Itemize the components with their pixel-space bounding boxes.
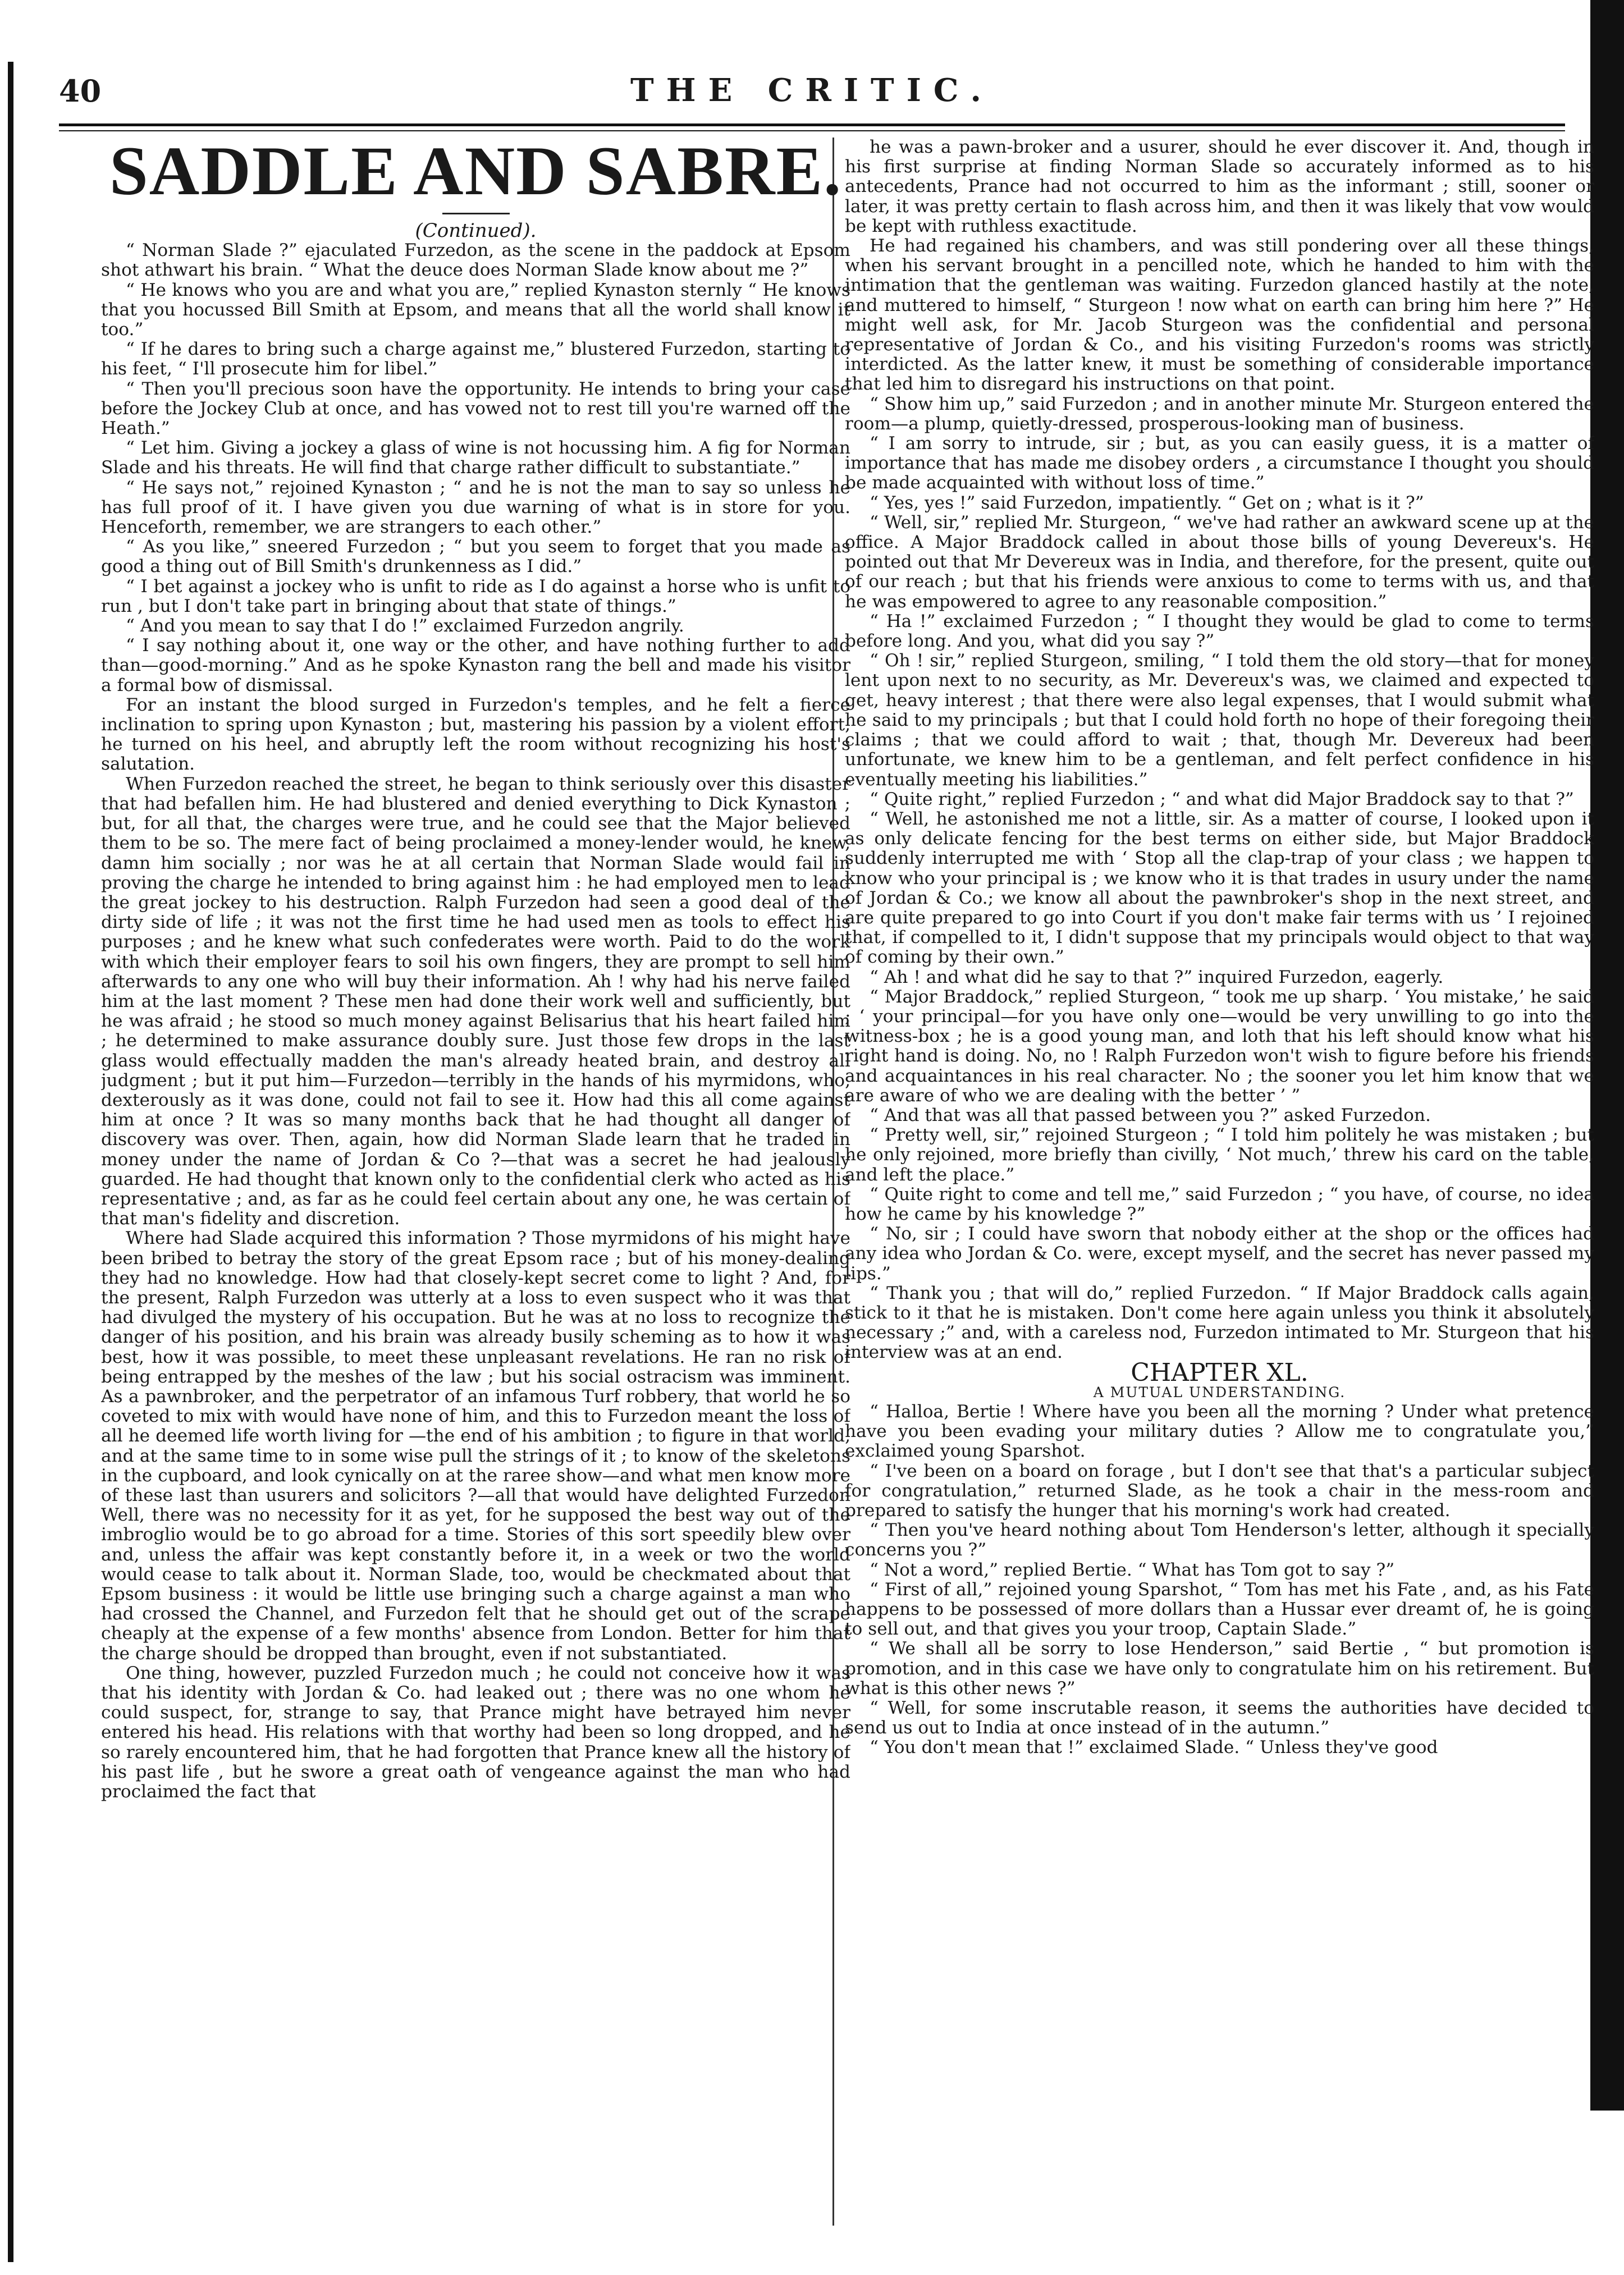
paragraph: When Furzedon reached the street, he began to think seriously over this disaster that had befallen him. He had blustered and denied everything to Dick Kynaston ; but, for all that, the charges were true, and he could see that the Major believed them to be so. The mere fact of being proclaimed a money-lender would, he knew, damn him socially ; nor was he at all certain that Norman Slade would fail in proving the charge he intended to bring against him : he had employed men to lead the great jockey to his destruction. Ralph Furzedon had seen a good deal of the dirty side of life ; it was not the first time he had used men as tools to effect his purposes ; and he knew what such confederates were worth. Paid to do the work with which their employer fears to soil his own fingers, they are prompt to sell him afterwards to any one who will buy their information. Ah ! why had his nerve failed him at the last moment ? These men had done their work well and sufficiently, but he was afraid ; he stood so much money against Belisarius that his heart failed him ; he determined to make assurance doubly sure. Just those few drops in the last glass would effectually madden the man's already heated brain, and destroy all judgment ; but it put him—Furzedon—terribly in the hands of his myrmidons, who, dexterously as it was done, could not fail to see it. How had this all come against him at once ? It was so many months back that he had thought all danger of discovery was over. Then, again, how did Norman Slade learn that he traded in money under the name of Jordan & Co ?—that was a secret he had jealously guarded. He had thought that known only to the confidential clerk who acted as his representative ; and, as far as he could feel certain about any one, he was certain of that man's fidelity and discretion. [101, 773, 850, 1229]
paragraph: “ I am sorry to intrude, sir ; but, as you can easily guess, it is a matter of importance that has made me disobey orders , a circumstance I thought you should be made acquainted with without loss of time.” [845, 433, 1594, 493]
paragraph: “ Thank you ; that will do,” replied Furzedon. “ If Major Braddock calls again, stick to it that he is mistaken. Don't come here again unless you think it absolutely necessary ;” and, with a careless nod, Furzedon intimated to Mr. Sturgeon that his interview was at an end. [845, 1283, 1594, 1363]
continued-note: (Continued). [415, 219, 537, 242]
paragraph: “ Well, he astonished me not a little, sir. As a matter of course, I looked upon it as only delicate fencing for the best terms on either side, but Major Braddock suddenly interrupted me with ‘ Stop all the clap-trap of your class ; we happen to know who your principal is ; we know who it is that trades in usury under the name of Jordan & Co.; we know all about the pawnbroker's shop in the next street, and are quite prepared to go into Court if you don't make fair terms with us ’ I rejoined that, if compelled to it, I didn't suppose that my principals would object to that way of coming by their own.” [845, 808, 1594, 968]
paragraph: “ Show him up,” said Furzedon ; and in another minute Mr. Sturgeon entered the room—a plump, quietly-dressed, prosperous-looking man of business. [845, 393, 1594, 434]
paragraph: He had regained his chambers, and was still pondering over all these things, when his servant brought in a pencilled note, which he handed to him with the intimation that the gentleman was waiting. Furzedon glanced hastily at the note, and muttered to himself, “ Sturgeon ! now what on earth can bring him here ?” He might well ask, for Mr. Jacob Sturgeon was the confidential and personal representative of Jordan & Co., and his visiting Furzedon's rooms was strictly interdicted. As the latter knew, it must be something of considerable importance that led him to disregard his instructions on that point. [845, 236, 1594, 395]
paragraph: Where had Slade acquired this information ? Those myrmidons of his might have been bribed to betray the story of the great Epsom race ; but of his money-dealing they had no knowledge. How had that closely-kept secret come to light ? And, for the present, Ralph Furzedon was utterly at a loss to even suspect who it was that had divulged the mystery of his occupation. But he was at no loss to recognize the danger of his position, and his brain was already busily scheming as to how it was best, how it was possible, to meet these unpleasant revelations. He ran no risk of being entrapped by the meshes of the law ; but his social ostracism was imminent. As a pawnbroker, and the perpetrator of an infamous Turf robbery, that world he so coveted to mix with would have none of him, and this to Furzedon meant the loss of all he deemed life worth living for —the end of his ambition ; to figure in that world, and at the same time to in some wise pull the strings of it ; to know of the skeletons in the cupboard, and look cynically on at the raree show—and what men know more of these last than usurers and solicitors ?—all that would have delighted Furzedon Well, there was no necessity for it as yet, for he supposed the best way out of the imbroglio would be to go abroad for a time. Stories of this sort speedily blew over and, unless the affair was kept constantly before it, in a week or two the world would cease to talk about it. Norman Slade, too, would be checkmated about that Epsom business : it would be little use bringing such a charge against a man who had crossed the Channel, and Furzedon felt that he should get out of the scrape cheaply at the expense of a few months' absence from London. Better for him that the charge should be dropped than brought, even if not substantiated. [101, 1228, 850, 1664]
page-number: 40 [59, 73, 102, 109]
left-column [101, 138, 850, 2226]
right-column [845, 138, 1594, 2226]
paragraph: “ Ha !” exclaimed Furzedon ; “ I thought they would be glad to come to terms before long. And you, what did you say ?” [845, 611, 1594, 652]
paragraph: “ As you like,” sneered Furzedon ; “ but you seem to forget that you made as good a thing out of Bill Smith's drunkenness as I did.” [101, 537, 850, 577]
paragraph: “ Ah ! and what did he say to that ?” inquired Furzedon, eagerly. [870, 967, 1444, 987]
paragraph: “ Yes, yes !” said Furzedon, impatiently. “ Get on ; what is it ?” [870, 492, 1424, 513]
chapter-heading: CHAPTER XL. [1131, 1358, 1309, 1387]
paragraph: “ Then you've heard nothing about Tom Henderson's letter, although it specially concerns you ?” [845, 1520, 1594, 1560]
paragraph: One thing, however, puzzled Furzedon much ; he could not conceive how it was that his identity with Jordan & Co. had leaked out ; there was no one whom he could suspect, for, strange to say, that Prance might have betrayed him never entered his head. His relations with that worthy had been so long dropped, and he so rarely encountered him, that he had forgotten that Prance knew all the history of his past life , but he swore a great oath of vengeance against the man who had proclaimed the fact that [101, 1663, 850, 1802]
paragraph: “ He knows who you are and what you are,” replied Kynaston sternly “ He knows that you hocussed Bill Smith at Epsom, and means that all the world shall know it too.” [101, 280, 850, 340]
header-rule-thin [59, 130, 1565, 131]
paragraph: For an instant the blood surged in Furzedon's temples, and he felt a fierce inclination to spring upon Kynaston ; but, mastering his passion by a violent effort, he turned on his heel, and abruptly left the room without recognizing his host's salutation. [101, 694, 850, 775]
paragraph: “ I've been on a board on forage , but I don't see that that's a particular subject for congratulation,” returned Slade, as he took a chair in the mess-room and prepared to satisfy the hunger that his morning's work had created. [845, 1461, 1594, 1521]
article-title: SADDLE AND SABRE. [109, 138, 843, 209]
binding-edge [8, 62, 13, 2262]
running-title: THE CRITIC. [630, 72, 994, 109]
paragraph: he was a pawn-broker and a usurer, should he ever discover it. And, though in his first surprise at finding Norman Slade so accurately informed as to his antecedents, Prance had not occurred to him as the informant ; still, sooner or later, it was pretty certain to flash across him, and then it was likely that vow would be kept with ruthless exactitude. [845, 138, 1594, 236]
paragraph: “ Norman Slade ?” ejaculated Furzedon, as the scene in the paddock at Epsom shot athwart his brain. “ What the deuce does Norman Slade know about me ?” [101, 240, 850, 281]
paragraph: “ I bet against a jockey who is unfit to ride as I do against a horse who is unfit to run , but I don't take part in bringing about that state of things.” [101, 576, 850, 616]
paragraph: “ Then you'll precious soon have the opportunity. He intends to bring your case before the Jockey Club at once, and has vowed not to rest till you're warned off the Heath.” [101, 378, 850, 439]
left-paragraphs [101, 241, 850, 1802]
paragraph: “ I say nothing about it, one way or the other, and have nothing further to add than—good-morning.” And as he spoke Kynaston rang the bell and made his visitor a formal bow of dismissal. [101, 635, 850, 695]
paragraph: “ Quite right to come and tell me,” said Furzedon ; “ you have, of course, no idea how he came by his knowledge ?” [845, 1184, 1594, 1224]
paragraph: “ Well, for some inscrutable reason, it seems the authorities have decided to send us out to India at once instead of in the autumn.” [845, 1698, 1594, 1738]
paragraph: “ Let him. Giving a jockey a glass of wine is not hocussing him. A fig for Norman Slade and his threats. He will find that charge rather difficult to substantiate.” [101, 438, 850, 478]
scan-edge-shadow [1590, 0, 1624, 2111]
right-paragraphs-upper [845, 138, 1594, 1363]
paragraph: “ He says not,” rejoined Kynaston ; “ and he is not the man to say so unless he has full proof of it. I have given you due warning of what is in store for you. Henceforth, remember, we are strangers to each other.” [101, 477, 850, 538]
title-rule [442, 213, 510, 214]
paragraph: “ Pretty well, sir,” rejoined Sturgeon ; “ I told him politely he was mistaken ; but he only rejoined, more briefly than civilly, ‘ Not much,’ threw his card on the table, and left the place.” [845, 1125, 1594, 1185]
chapter-subtitle: A MUTUAL UNDERSTANDING. [1093, 1384, 1346, 1400]
paragraph: “ Halloa, Bertie ! Where have you been all the morning ? Under what pretence have you been evading your military duties ? Allow me to congratulate you,” exclaimed young Sparshot. [845, 1402, 1594, 1462]
paragraph: “ Quite right,” replied Furzedon ; “ and what did Major Braddock say to that ?” [870, 789, 1574, 809]
paragraph: “ You don't mean that !” exclaimed Slade. “ Unless they've good [870, 1737, 1438, 1758]
paragraph: “ And that was all that passed between you ?” asked Furzedon. [870, 1105, 1431, 1125]
paragraph: “ First of all,” rejoined young Sparshot, “ Tom has met his Fate , and, as his Fate happens to be possessed of more dollars than a Hussar ever dreamt of, he is going to sell out, and that gives you your troop, Captain Slade.” [845, 1579, 1594, 1640]
paragraph: “ Well, sir,” replied Mr. Sturgeon, “ we've had rather an awkward scene up at the office. A Major Braddock called in about those bills of young Devereux's. He pointed out that Mr Devereux was in India, and therefore, for the present, quite out of our reach ; but that his friends were anxious to come to terms with us, and that he was empowered to agree to any reasonable composition.” [845, 512, 1594, 612]
paragraph: “ Major Braddock,” replied Sturgeon, “ took me up sharp. ‘ You mistake,’ he said ; ‘ your principal—for you have only one—would be very unwilling to go into the witness-box ; he is a good young man, and loth that his left should know what his right hand is doing. No, no ! Ralph Furzedon won't wish to figure before his friends and acquaintances in his real character. No ; the sooner you let him know that we are aware of who we are dealing with the better ’ ” [845, 986, 1594, 1106]
paragraph: “ Oh ! sir,” replied Sturgeon, smiling, “ I told them the old story—that for money lent upon next to no security, as Mr. Devereux's was, we claimed and expected to get, heavy interest ; that there were also legal expenses, that I would submit what he said to my principals ; but that I could hold forth no hope of their foregoing their claims ; that we could afford to wait ; that, though Mr. Devereux had been unfortunate, we knew him to be a gentleman, and felt perfect confidence in his eventually meeting his liabilities.” [845, 651, 1594, 790]
paragraph: “ And you mean to say that I do !” exclaimed Furzedon angrily. [126, 616, 684, 637]
paragraph: “ We shall all be sorry to lose Henderson,” said Bertie , “ but promotion is promotion, and in this case we have only to congratulate him on his retirement. But what is this other news ?” [845, 1638, 1594, 1699]
paragraph: “ If he dares to bring such a charge against me,” blustered Furzedon, starting to his feet, “ I'll prosecute him for libel.” [101, 339, 850, 379]
paragraph: “ Not a word,” replied Bertie. “ What has Tom got to say ?” [870, 1559, 1395, 1580]
paragraph: “ No, sir ; I could have sworn that nobody either at the shop or the offices had any idea who Jordan & Co. were, except myself, and the secret has never passed my lips.” [845, 1224, 1594, 1284]
right-paragraphs-lower [845, 1402, 1594, 1758]
header-rule [59, 123, 1565, 126]
